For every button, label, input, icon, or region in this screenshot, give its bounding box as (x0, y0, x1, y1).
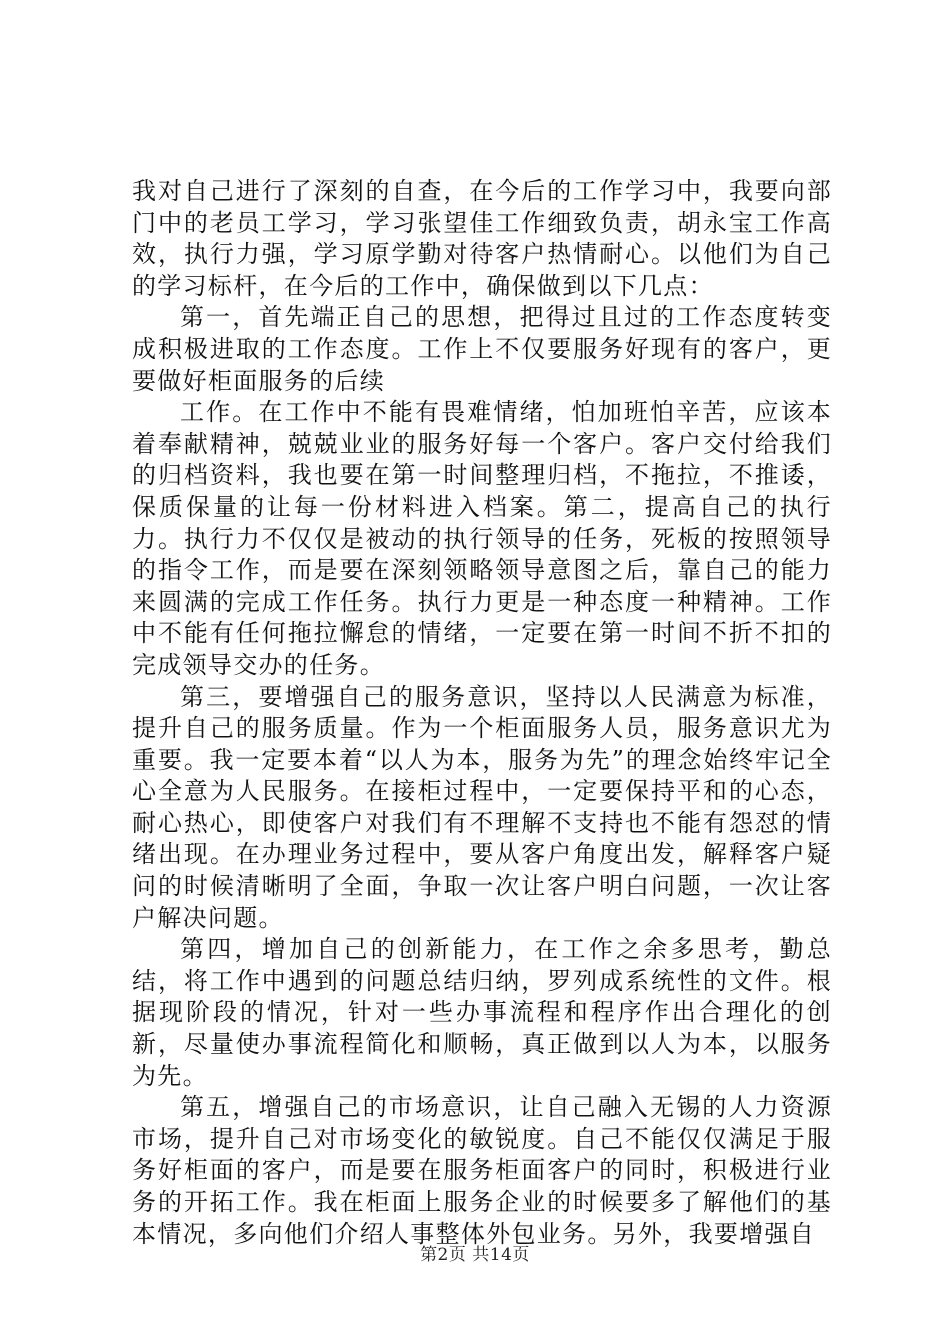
paragraph-point-four: 第四，增加自己的创新能力，在工作之余多思考，勤总结，将工作中遇到的问题总结归纳，罗列成系统性的文件。根据现阶段的情况，针对一些办事流程和程序作出合理化的创新，尽量使办事流程简化和顺畅，真正做到以人为本，以服务为先。 (132, 935, 832, 1090)
document-body (132, 176, 832, 1250)
paragraph-intro: 我对自己进行了深刻的自查，在今后的工作学习中，我要向部门中的老员工学习，学习张望佳工作细致负责，胡永宝工作高效，执行力强，学习原学勤对待客户热情耐心。以他们为自己的学习标杆，在今后的工作中，确保做到以下几点： (132, 177, 832, 300)
paragraph-point-one: 第一，首先端正自己的思想，把得过且过的工作态度转变成积极进取的工作态度。工作上不仅要服务好现有的客户，更要做好柜面服务的后续 (132, 303, 832, 395)
page-number-footer: 第2页 共14页 (420, 1245, 530, 1265)
paragraph-point-one-continued: 工作。在工作中不能有畏难情绪，怕加班怕辛苦，应该本着奉献精神，兢兢业业的服务好每一个客户。客户交付给我们的归档资料，我也要在第一时间整理归档，不拖拉，不推诿，保质保量的让每一份材料进入档案。第二，提高自己的执行力。执行力不仅仅是被动的执行领导的任务，死板的按照领导的指令工作，而是要在深刻领略领导意图之后，靠自己的能力来圆满的完成工作任务。执行力更是一种态度一种精神。工作中不能有任何拖拉懈怠的情绪，一定要在第一时间不折不扣的完成领导交办的任务。 (132, 398, 832, 679)
paragraph-point-five: 第五，增强自己的市场意识，让自己融入无锡的人力资源市场，提升自己对市场变化的敏锐度。自己不能仅仅满足于服务好柜面的客户，而是要在服务柜面客户的同时，积极进行业务的开拓工作。我在柜面上服务企业的时候要多了解他们的基本情况，多向他们介绍人事整体外包业务。另外，我要增强自 (132, 1093, 832, 1248)
paragraph-point-three: 第三，要增强自己的服务意识，坚持以人民满意为标准，提升自己的服务质量。作为一个柜面服务人员，服务意识尤为重要。我一定要本着“以人为本，服务为先”的理念始终牢记全心全意为人民服务。在接柜过程中，一定要保持平和的心态，耐心热心，即使客户对我们有不理解不支持也不能有怨怼的情绪出现。在办理业务过程中，要从客户角度出发，解释客户疑问的时候清晰明了全面，争取一次让客户明白问题，一次让客户解决问题。 (132, 682, 832, 932)
